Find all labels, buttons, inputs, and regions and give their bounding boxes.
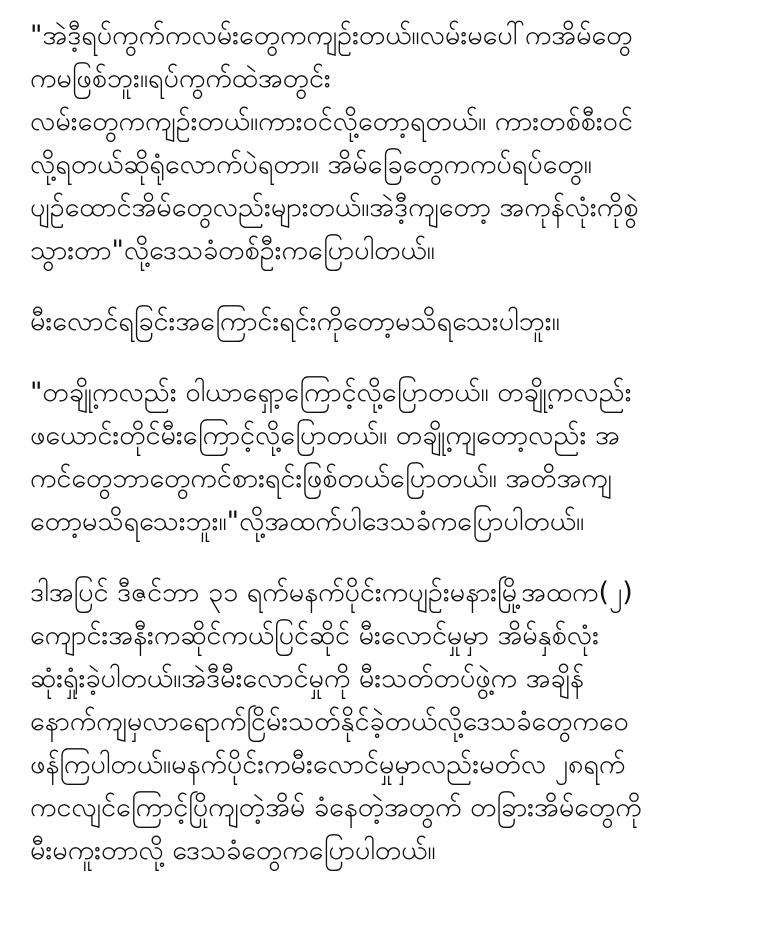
news-article <box>30 14 748 872</box>
text-line: ပျဉ်ထောင်အိမ်တွေလည်းများတယ်။အဲဒီ့ကျတော့ အကုန်လုံးကိုစွဲ <box>30 192 639 223</box>
text-line: ကျောင်းအနီးကဆိုင်ကယ်ပြင်ဆိုင် မီးလောင်မှုမှာ အိမ်နှစ်လုံး <box>30 620 599 651</box>
text-line: ဆုံးရှုံးခဲ့ပါတယ်။အဲဒီမီးလောင်မှုကို မီးသတ်တပ်ဖွဲ့က အချိန် <box>30 663 584 694</box>
text-line: ဖန်ကြပါတယ်။မနက်ပိုင်းကမီးလောင်မှုမှာလည်းမတ်လ ၂၈ရက် <box>30 749 626 780</box>
text-line: "တချို့ကလည်း ဝါယာရှော့ကြောင့်လို့ပြောတယ်။ တချို့ကလည်း <box>30 377 632 408</box>
text-line: လို့ရတယ်ဆိုရုံလောက်ပဲရတာ။ အိမ်ခြေတွေကကပ်ရပ်တွေ။ <box>30 149 592 180</box>
text-line: မီးလောင်ရခြင်းအကြောင်းရင်းကိုတော့မသိရသေးပါဘူး။ <box>30 306 560 337</box>
quote-paragraph-street-conditions <box>30 14 748 272</box>
text-line: ဖယောင်းတိုင်မီးကြောင့်လို့ပြောတယ်။ တချို့ကျတော့လည်း အ <box>30 420 620 451</box>
text-line: ဒါအပြင် ဒီဇင်ဘာ ၃၁ ရက်မနက်ပိုင်းကပျဉ်းမနားမြို့အထက(၂) <box>30 577 633 608</box>
text-line: ကင်တွေဘာတွေကင်စားရင်းဖြစ်တယ်ပြောတယ်။ အတိအကျ <box>30 463 612 494</box>
text-line: လမ်းတွေကကျဉ်းတယ်။ကားဝင်လို့တော့ရတယ်။ ကားတစ်စီးဝင် <box>30 106 633 137</box>
text-line: တော့မသိရသေးဘူး။"လို့အထက်ပါဒေသခံကပြောပါတယ်။ <box>30 506 585 537</box>
text-line: သွားတာ"လို့ဒေသခံတစ်ဦးကပြောပါတယ်။ <box>30 235 435 266</box>
paragraph-cause-unknown <box>30 300 748 343</box>
paragraph-second-fire <box>30 571 748 872</box>
text-line: ကငလျင်ကြောင့်ပြိုကျတဲ့အိမ် ခံနေတဲ့အတွက် တခြားအိမ်တွေကို <box>30 792 642 823</box>
text-line: နောက်ကျမှလာရောက်ငြိမ်းသတ်နိုင်ခဲ့တယ်လို့ဒေသခံတွေကဝေ <box>30 706 629 737</box>
text-line: "အဲဒီ့ရပ်ကွက်ကလမ်းတွေကကျဉ်းတယ်။လမ်းမပေါ်ကအိမ်တွေ <box>30 20 633 51</box>
text-line: ကမဖြစ်ဘူး။ရပ်ကွက်ထဲအတွင်း <box>30 63 331 94</box>
quote-paragraph-possible-causes <box>30 371 748 543</box>
text-line: မီးမကူးတာလို့ ဒေသခံတွေကပြောပါတယ်။ <box>30 835 436 866</box>
